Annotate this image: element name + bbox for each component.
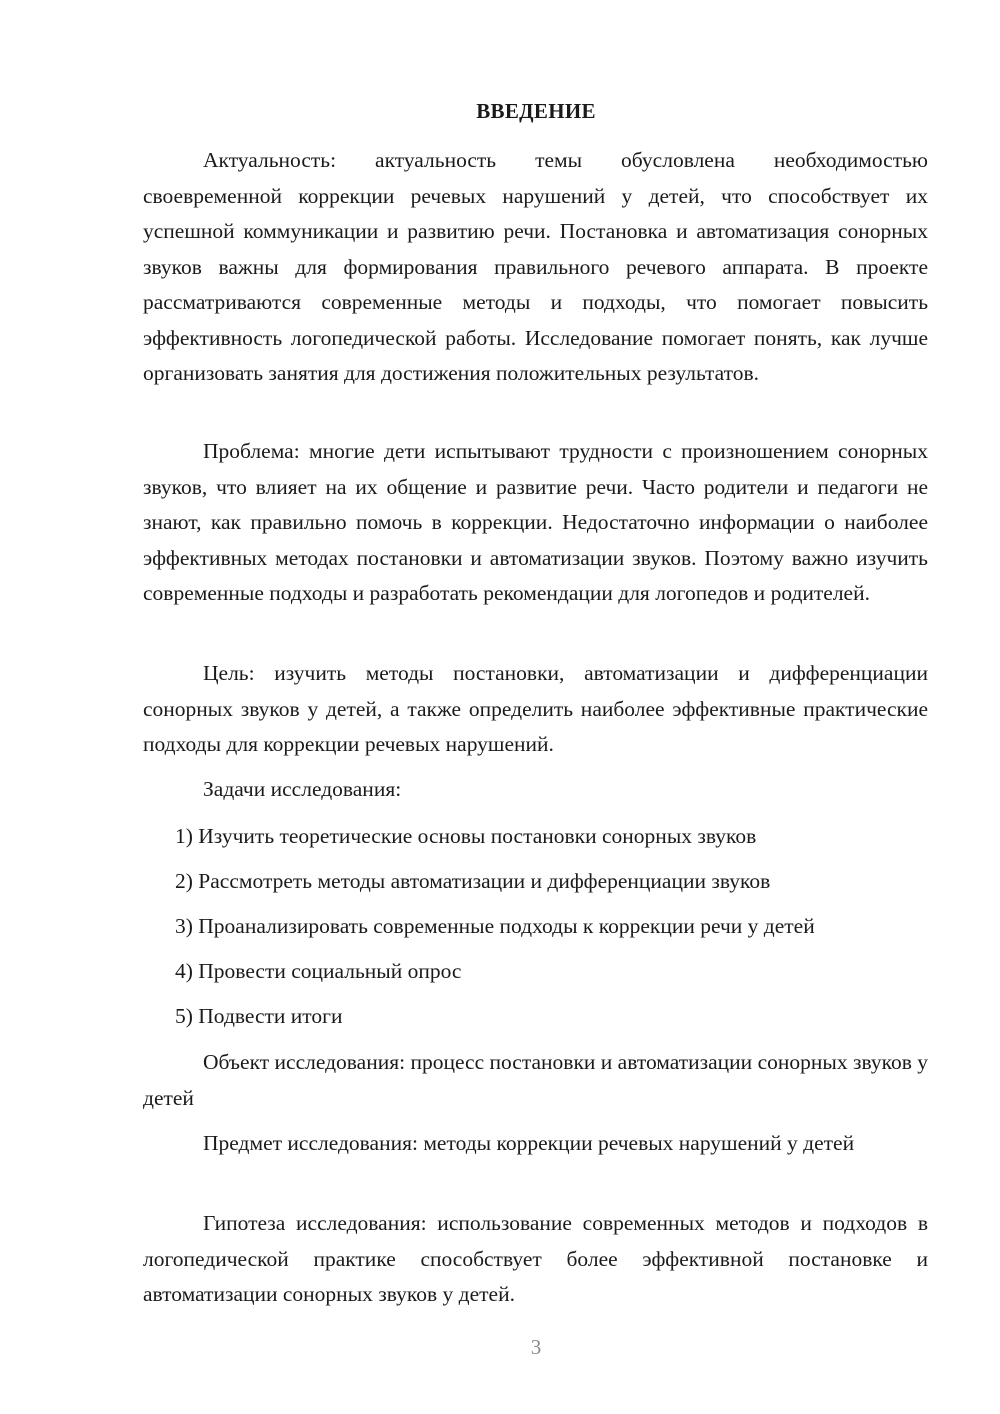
page-number: 3 — [530, 1335, 542, 1359]
relevance-paragraph: Актуальность: актуальность темы обусловлена необходимостью своевременной коррекции речевых нарушений у детей, что способствует их успешной коммуникации и развитию речи. Постановка и автоматизация сонорных звуков важны для формирования правильного речевого аппарата. В проекте рассматриваются современные методы и подходы, что помогает повысить эффективность логопедической работы. Исследование помогает понять, как лучше организовать занятия для достижения положительных результатов. — [143, 148, 928, 385]
task-item: 2) Рассмотреть методы автоматизации и дифференциации звуков — [175, 869, 771, 893]
hypothesis-paragraph: Гипотеза исследования: использование современных методов и подходов в логопедической практике способствует более эффективной постановке и автоматизации сонорных звуков у детей. — [143, 1211, 928, 1306]
subject-paragraph: Предмет исследования: методы коррекции речевых нарушений у детей — [203, 1131, 855, 1155]
tasks-heading: Задачи исследования: — [203, 777, 402, 801]
task-item: 3) Проанализировать современные подходы к коррекции речи у детей — [175, 914, 815, 938]
problem-paragraph: Проблема: многие дети испытывают трудности с произношением сонорных звуков, что влияет на их общение и развитие речи. Часто родители и педагоги не знают, как правильно помочь в коррекции. Недостаточно информации о наиболее эффективных методах постановки и автоматизации звуков. Поэтому важно изучить современные подходы и разработать рекомендации для логопедов и родителей. — [143, 439, 928, 605]
object-paragraph: Объект исследования: процесс постановки и автоматизации сонорных звуков у детей — [143, 1050, 928, 1110]
goal-paragraph: Цель: изучить методы постановки, автоматизации и дифференциации сонорных звуков у детей, а также определить наиболее эффективные практические подходы для коррекции речевых нарушений. — [143, 661, 928, 756]
page-title: ВВЕДЕНИЕ — [476, 99, 596, 123]
task-item: 5) Подвести итоги — [175, 1004, 343, 1028]
task-item: 1) Изучить теоретические основы постановки сонорных звуков — [175, 824, 757, 848]
task-item: 4) Провести социальный опрос — [175, 959, 462, 983]
